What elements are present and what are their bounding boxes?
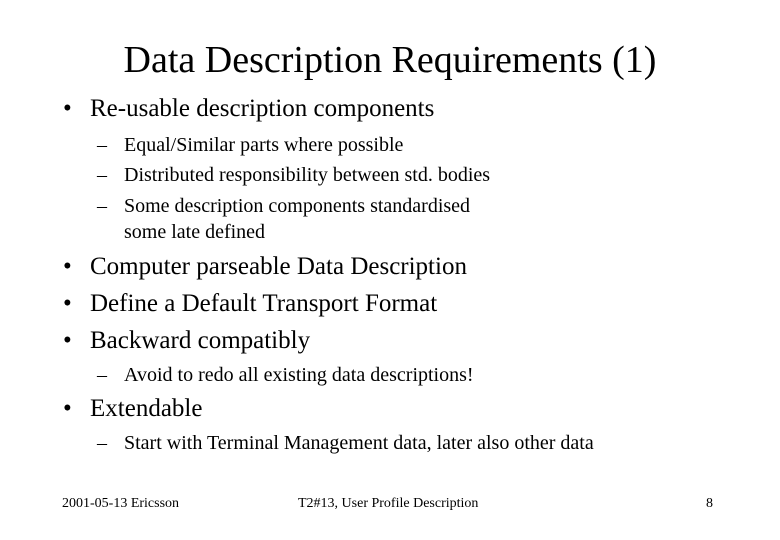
bullet-marker: • (63, 95, 72, 122)
bullet-text: Define a Default Transport Format (90, 290, 438, 317)
bullet-marker: • (63, 327, 72, 354)
sub-bullet-marker: – (97, 432, 107, 454)
bullet-text: Computer parseable Data Description (90, 253, 467, 280)
sub-bullet-marker: – (97, 164, 107, 186)
bullet-text: Re-usable description components (90, 95, 435, 122)
footer-date-company: 2001-05-13 Ericsson (62, 496, 180, 511)
slide-title: Data Description Requirements (1) (123, 39, 657, 81)
sub-bullet-text: some late defined (124, 221, 266, 243)
sub-bullet-marker: – (97, 134, 107, 156)
bullet-marker: • (63, 395, 72, 422)
sub-bullet-marker: – (97, 364, 107, 386)
bullet-marker: • (63, 290, 72, 317)
slide-number: 8 (706, 496, 713, 511)
sub-bullet-text: Start with Terminal Management data, later also other data (124, 432, 594, 454)
sub-bullet-text: Avoid to redo all existing data descriptions! (124, 364, 474, 386)
sub-bullet-text: Distributed responsibility between std. bodies (124, 164, 491, 186)
bullet-marker: • (63, 253, 72, 280)
sub-bullet-text: Some description components standardised (124, 195, 471, 217)
footer-presentation-title: T2#13, User Profile Description (298, 496, 479, 511)
bullet-text: Backward compatibly (90, 327, 311, 354)
bullet-text: Extendable (90, 395, 203, 422)
sub-bullet-marker: – (97, 195, 107, 217)
sub-bullet-text: Equal/Similar parts where possible (124, 134, 404, 156)
